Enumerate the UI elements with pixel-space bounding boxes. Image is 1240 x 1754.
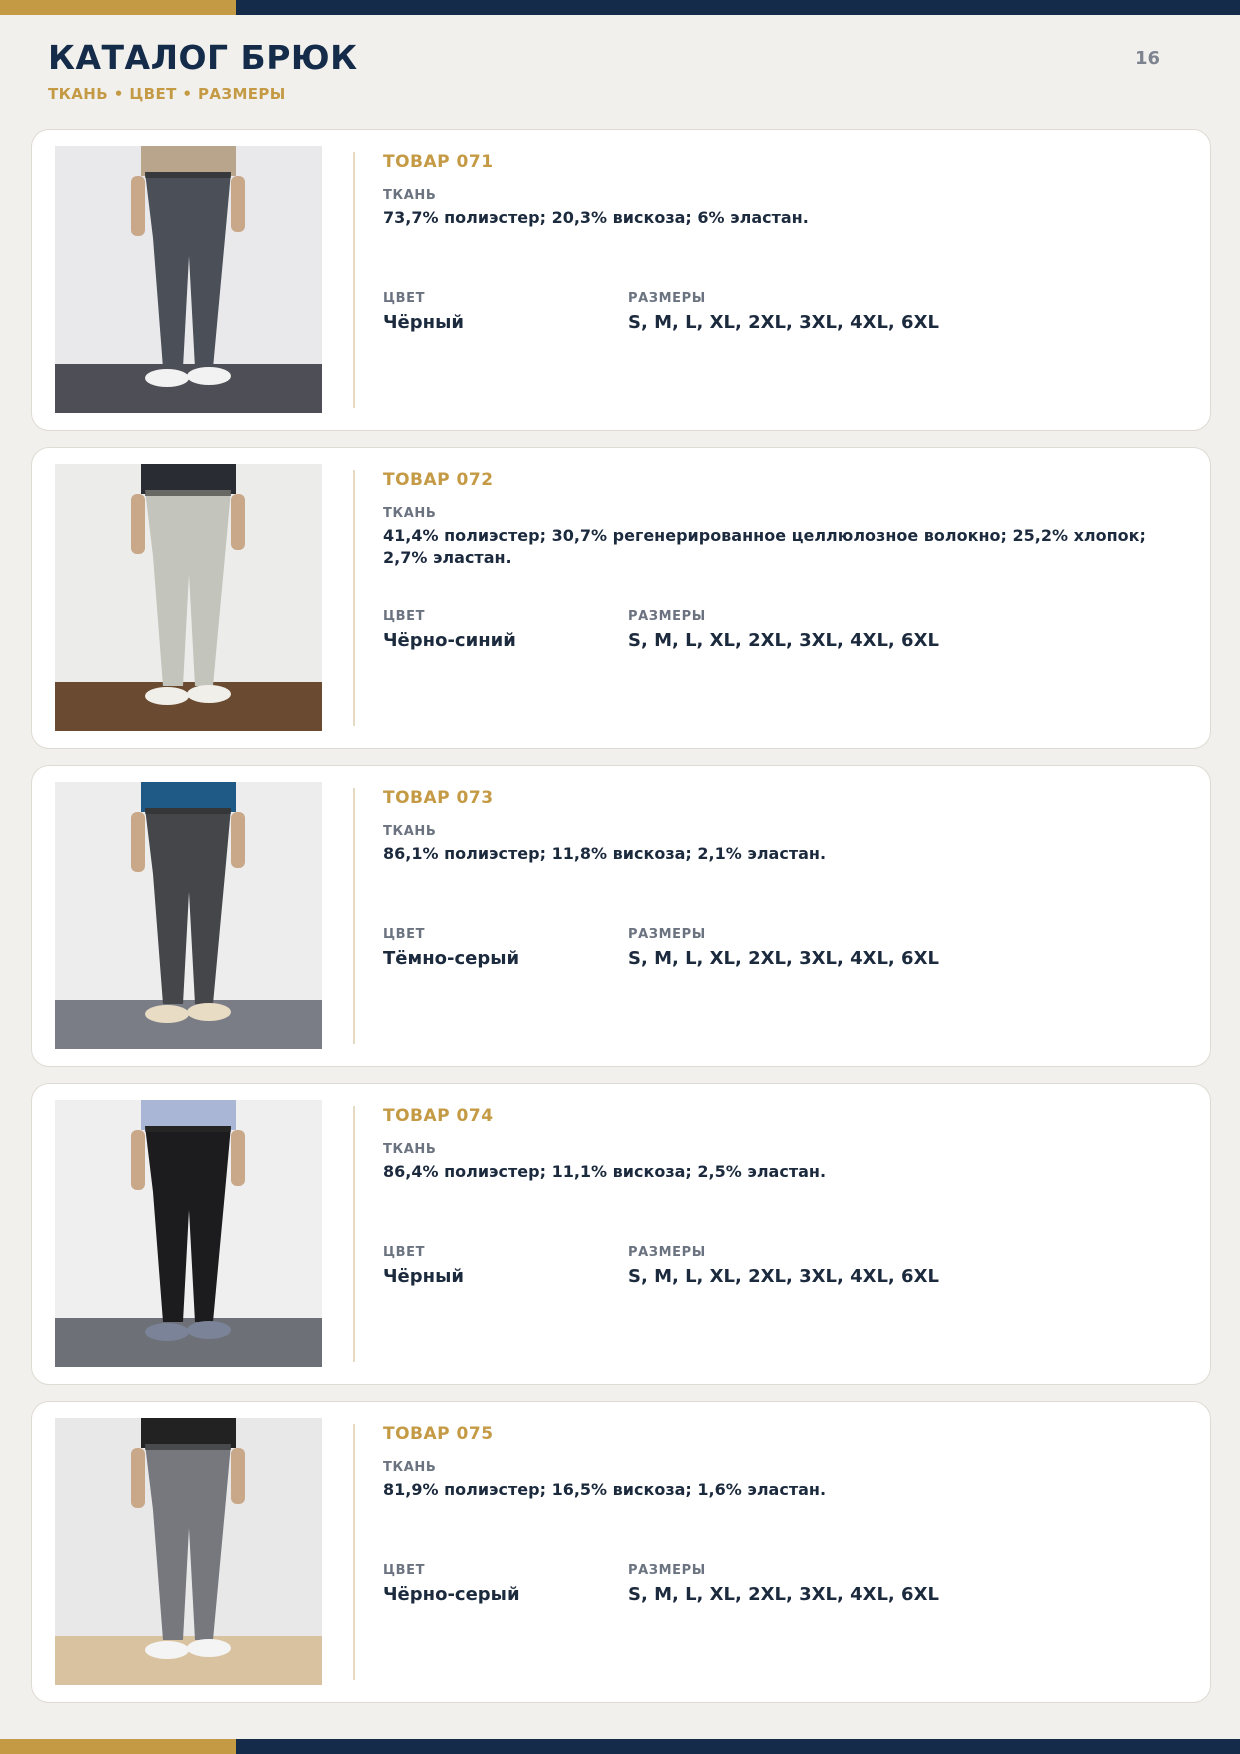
product-info [383, 788, 1173, 969]
product-photo [55, 782, 322, 1049]
top-accent-bar [0, 0, 1240, 15]
bottom-accent-bar [0, 1739, 1240, 1754]
fabric-label: ТКАНЬ [383, 1460, 437, 1475]
card-divider [353, 1106, 355, 1362]
sizes-label: РАЗМЕРЫ [628, 291, 706, 306]
model-top [141, 464, 236, 494]
left-shoe [145, 1005, 189, 1023]
color-value: Тёмно-серый [383, 948, 520, 969]
product-info [383, 152, 1173, 333]
product-card [31, 1401, 1211, 1703]
color-label: ЦВЕТ [383, 927, 426, 942]
sizes-value: S, M, L, XL, 2XL, 3XL, 4XL, 6XL [628, 312, 939, 333]
product-title: ТОВАР 075 [383, 1424, 494, 1444]
product-photo [55, 1418, 322, 1685]
photo-floor [55, 1318, 322, 1367]
color-label: ЦВЕТ [383, 1245, 426, 1260]
top-bar-navy-segment [236, 0, 1240, 15]
trousers-photo [55, 782, 322, 1049]
model-top [141, 782, 236, 812]
model-top [141, 1418, 236, 1448]
fabric-value: 86,4% полиэстер; 11,1% вискоза; 2,5% эластан. [383, 1162, 827, 1181]
left-arm [131, 494, 145, 554]
color-column [383, 927, 623, 969]
product-card [31, 1083, 1211, 1385]
sizes-label: РАЗМЕРЫ [628, 927, 706, 942]
color-column [383, 1563, 623, 1605]
sizes-column [628, 609, 1168, 651]
sizes-column [628, 927, 1168, 969]
sizes-column [628, 1245, 1168, 1287]
card-divider [353, 1424, 355, 1680]
fabric-label: ТКАНЬ [383, 506, 437, 521]
fabric-value: 81,9% полиэстер; 16,5% вискоза; 1,6% эластан. [383, 1480, 827, 1499]
product-info [383, 1424, 1173, 1605]
left-arm [131, 1448, 145, 1508]
color-value: Чёрный [383, 1266, 464, 1287]
bottom-bar-gold-segment [0, 1739, 236, 1754]
color-column [383, 609, 623, 651]
right-shoe [187, 367, 231, 385]
color-column [383, 1245, 623, 1287]
color-column [383, 291, 623, 333]
model-top [141, 1100, 236, 1130]
left-shoe [145, 687, 189, 705]
color-value: Чёрно-серый [383, 1584, 520, 1605]
left-shoe [145, 369, 189, 387]
product-photo [55, 1100, 322, 1367]
model-belt [145, 808, 231, 814]
product-info [383, 470, 1173, 651]
model-belt [145, 1126, 231, 1132]
card-divider [353, 152, 355, 408]
right-arm [231, 176, 245, 232]
trousers-photo [55, 1100, 322, 1367]
sizes-label: РАЗМЕРЫ [628, 1563, 706, 1578]
top-bar-gold-segment [0, 0, 236, 15]
product-title: ТОВАР 074 [383, 1106, 494, 1126]
page-header [48, 38, 1192, 108]
right-arm [231, 494, 245, 550]
sizes-value: S, M, L, XL, 2XL, 3XL, 4XL, 6XL [628, 1266, 939, 1287]
trousers-photo [55, 146, 322, 413]
trousers-photo [55, 464, 322, 731]
right-arm [231, 1448, 245, 1504]
right-shoe [187, 1639, 231, 1657]
fabric-value: 73,7% полиэстер; 20,3% вискоза; 6% эластан. [383, 208, 809, 227]
page-number: 16 [1134, 48, 1160, 69]
sizes-value: S, M, L, XL, 2XL, 3XL, 4XL, 6XL [628, 630, 939, 651]
color-label: ЦВЕТ [383, 1563, 426, 1578]
model-top [141, 146, 236, 176]
photo-floor [55, 1000, 322, 1049]
fabric-label: ТКАНЬ [383, 824, 437, 839]
color-value: Чёрно-синий [383, 630, 516, 651]
model-belt [145, 490, 231, 496]
sizes-column [628, 1563, 1168, 1605]
photo-floor [55, 364, 322, 413]
sizes-label: РАЗМЕРЫ [628, 609, 706, 624]
card-divider [353, 470, 355, 726]
page-title: КАТАЛОГ БРЮК [48, 38, 358, 77]
sizes-label: РАЗМЕРЫ [628, 1245, 706, 1260]
fabric-label: ТКАНЬ [383, 1142, 437, 1157]
left-shoe [145, 1323, 189, 1341]
sizes-value: S, M, L, XL, 2XL, 3XL, 4XL, 6XL [628, 1584, 939, 1605]
sizes-value: S, M, L, XL, 2XL, 3XL, 4XL, 6XL [628, 948, 939, 969]
photo-floor [55, 682, 322, 731]
right-arm [231, 1130, 245, 1186]
model-belt [145, 1444, 231, 1450]
product-info [383, 1106, 1173, 1287]
fabric-value: 41,4% полиэстер; 30,7% регенерированное целлюлозное волокно; 25,2% хлопок; 2,7% эластан. [383, 526, 1146, 567]
right-shoe [187, 1003, 231, 1021]
product-card [31, 765, 1211, 1067]
product-title: ТОВАР 072 [383, 470, 494, 490]
right-arm [231, 812, 245, 868]
product-title: ТОВАР 071 [383, 152, 494, 172]
sizes-column [628, 291, 1168, 333]
color-label: ЦВЕТ [383, 609, 426, 624]
color-value: Чёрный [383, 312, 464, 333]
trousers-photo [55, 1418, 322, 1685]
photo-floor [55, 1636, 322, 1685]
right-shoe [187, 1321, 231, 1339]
model-belt [145, 172, 231, 178]
product-list [31, 129, 1211, 1719]
right-shoe [187, 685, 231, 703]
product-title: ТОВАР 073 [383, 788, 494, 808]
left-arm [131, 176, 145, 236]
page-subtitle: ТКАНЬ • ЦВЕТ • РАЗМЕРЫ [48, 85, 286, 103]
product-photo [55, 464, 322, 731]
color-label: ЦВЕТ [383, 291, 426, 306]
left-shoe [145, 1641, 189, 1659]
product-card [31, 129, 1211, 431]
left-arm [131, 812, 145, 872]
fabric-label: ТКАНЬ [383, 188, 437, 203]
fabric-value: 86,1% полиэстер; 11,8% вискоза; 2,1% эластан. [383, 844, 827, 863]
card-divider [353, 788, 355, 1044]
bottom-bar-navy-segment [236, 1739, 1240, 1754]
left-arm [131, 1130, 145, 1190]
product-card [31, 447, 1211, 749]
product-photo [55, 146, 322, 413]
